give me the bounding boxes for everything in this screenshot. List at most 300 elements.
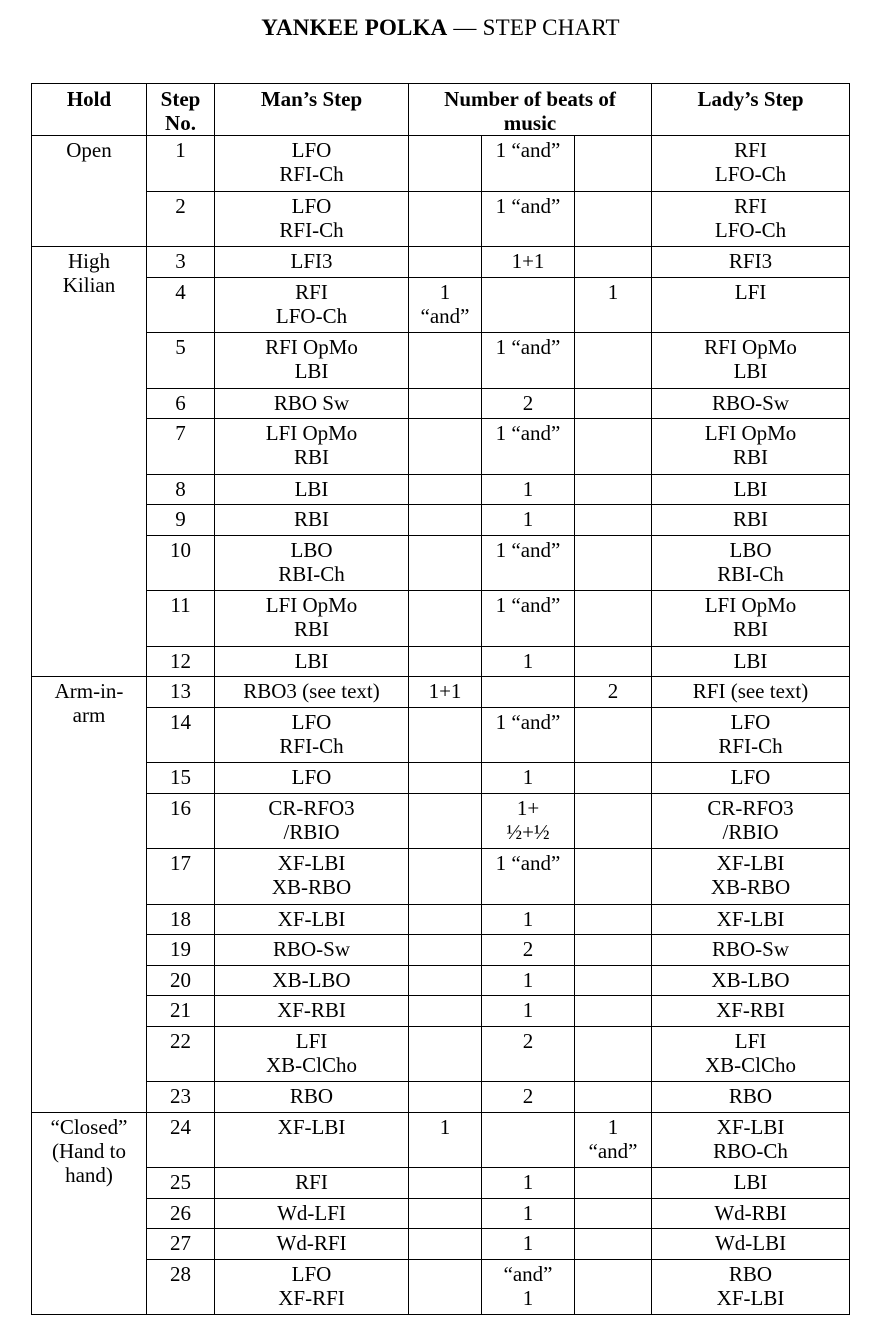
beats-man-only-cell xyxy=(409,1259,482,1315)
step-number: 16 xyxy=(170,795,191,820)
ladys-step-text: LBO xyxy=(729,537,772,562)
mans-step-text: RFI xyxy=(295,1170,328,1194)
step-number-cell xyxy=(147,1198,215,1229)
ladys-step-text: Wd-RBI xyxy=(714,1200,787,1225)
ladys-step-cell xyxy=(652,388,850,419)
ladys-step-cell xyxy=(652,1198,850,1229)
beats-lady-only-cell xyxy=(575,474,652,505)
mans-step-cell xyxy=(215,646,409,677)
ladys-step-text: LFO-Ch xyxy=(714,217,787,242)
mans-step-text: RFI xyxy=(295,279,328,304)
beats-text: 1 xyxy=(439,279,451,304)
table-row xyxy=(32,419,850,475)
hold-cell xyxy=(32,136,147,247)
beats-both-cell xyxy=(482,996,575,1027)
mans-step-text: RBI xyxy=(293,507,329,531)
beats-text: 1 “and” xyxy=(495,851,561,875)
ladys-step-text: XF-LBI xyxy=(716,1114,785,1139)
hold-label: High xyxy=(68,249,110,273)
beats-man-only-cell xyxy=(409,474,482,505)
step-number: 2 xyxy=(175,193,186,218)
step-number: 19 xyxy=(170,937,191,961)
step-number-cell xyxy=(147,677,215,708)
mans-step-text: LFO xyxy=(291,765,332,789)
beats-text: 2 xyxy=(607,679,619,703)
ladys-step-text: XB-LBO xyxy=(711,967,790,992)
hold-label: arm xyxy=(72,703,106,727)
beats-text: 1 xyxy=(522,1285,534,1310)
step-number: 5 xyxy=(175,335,186,359)
mans-step-text: /RBIO xyxy=(283,819,340,844)
ladys-step-cell xyxy=(652,1168,850,1199)
mans-step-cell xyxy=(215,419,409,475)
mans-step-cell xyxy=(215,677,409,708)
ladys-step-cell xyxy=(652,763,850,794)
beats-man-only-cell xyxy=(409,935,482,966)
mans-step-text: LBI xyxy=(294,648,329,673)
beats-text: 1 “and” xyxy=(495,193,561,218)
table-row xyxy=(32,1259,850,1315)
beats-man-only-cell xyxy=(409,849,482,905)
ladys-step-text: LFO-Ch xyxy=(714,162,787,186)
step-number-cell xyxy=(147,474,215,505)
ladys-step-text: LBI xyxy=(733,648,768,673)
beats-both-cell xyxy=(482,707,575,763)
table-row xyxy=(32,1026,850,1082)
step-number-cell xyxy=(147,904,215,935)
mans-step-cell xyxy=(215,1168,409,1199)
step-number-cell xyxy=(147,1259,215,1315)
beats-man-only-cell xyxy=(409,277,482,333)
mans-step-cell xyxy=(215,1112,409,1168)
ladys-step-text: RBI xyxy=(733,445,769,469)
mans-step-text: RFI-Ch xyxy=(279,217,344,242)
beats-text: 1 xyxy=(522,967,534,992)
mans-step-text: CR-RFO3 xyxy=(268,795,355,820)
step-number: 17 xyxy=(170,851,191,875)
step-number-cell xyxy=(147,419,215,475)
step-number: 28 xyxy=(170,1261,191,1286)
ladys-step-text: RBO-Sw xyxy=(712,390,790,415)
mans-step-cell xyxy=(215,1229,409,1260)
mans-step-text: XF-LBI xyxy=(277,906,346,931)
ladys-step-text: XF-LBI xyxy=(716,851,785,875)
beats-both-cell xyxy=(482,793,575,849)
step-number: 27 xyxy=(170,1231,191,1255)
ladys-step-cell xyxy=(652,591,850,647)
ladys-step-text: RBI xyxy=(733,507,769,531)
ladys-step-text: RFI (see text) xyxy=(692,679,809,703)
ladys-step-text: XF-LBI xyxy=(716,906,785,931)
mans-step-text: Wd-LFI xyxy=(277,1200,346,1225)
ladys-step-cell xyxy=(652,1082,850,1113)
table-row xyxy=(32,763,850,794)
beats-both-cell xyxy=(482,935,575,966)
step-number-cell xyxy=(147,707,215,763)
ladys-step-cell xyxy=(652,1229,850,1260)
header-mans-step: Man’s Step xyxy=(215,84,409,136)
step-number-cell xyxy=(147,333,215,389)
ladys-step-text: RBO xyxy=(728,1084,773,1108)
beats-both-cell xyxy=(482,505,575,536)
table-row xyxy=(32,904,850,935)
step-number-cell xyxy=(147,646,215,677)
step-number-cell xyxy=(147,1168,215,1199)
beats-lady-only-cell xyxy=(575,996,652,1027)
beats-both-cell xyxy=(482,191,575,247)
step-number-cell xyxy=(147,247,215,278)
beats-text: “and” xyxy=(420,303,470,328)
ladys-step-cell xyxy=(652,474,850,505)
step-number-cell xyxy=(147,1082,215,1113)
beats-man-only-cell xyxy=(409,793,482,849)
table-row xyxy=(32,247,850,278)
mans-step-text: RFI OpMo xyxy=(265,335,358,359)
step-number-cell xyxy=(147,191,215,247)
beats-man-only-cell xyxy=(409,646,482,677)
ladys-step-text: RBI xyxy=(733,617,769,641)
mans-step-text: RBO3 (see text) xyxy=(243,679,380,703)
beats-text: 1+1 xyxy=(428,679,462,703)
mans-step-cell xyxy=(215,247,409,278)
beats-text: 1 xyxy=(522,906,534,931)
beats-man-only-cell xyxy=(409,1229,482,1260)
beats-text: 2 xyxy=(522,1028,534,1053)
ladys-step-text: LFO xyxy=(730,765,771,789)
step-number: 22 xyxy=(170,1028,191,1053)
step-number-cell xyxy=(147,591,215,647)
ladys-step-cell xyxy=(652,277,850,333)
step-number: 18 xyxy=(170,906,191,931)
beats-both-cell xyxy=(482,474,575,505)
beats-text: 1 xyxy=(522,1200,534,1225)
beats-text: 1 “and” xyxy=(495,593,561,617)
mans-step-cell xyxy=(215,1259,409,1315)
beats-lady-only-cell xyxy=(575,1168,652,1199)
beats-both-cell xyxy=(482,1229,575,1260)
beats-man-only-cell xyxy=(409,1112,482,1168)
step-number-cell xyxy=(147,1229,215,1260)
ladys-step-cell xyxy=(652,793,850,849)
table-row xyxy=(32,136,850,192)
mans-step-cell xyxy=(215,535,409,591)
step-number: 26 xyxy=(170,1200,191,1225)
beats-lady-only-cell xyxy=(575,1259,652,1315)
mans-step-text: RFI-Ch xyxy=(279,162,344,186)
beats-lady-only-cell xyxy=(575,707,652,763)
ladys-step-text: RBI-Ch xyxy=(717,561,784,586)
hold-cell xyxy=(32,677,147,1113)
step-number-cell xyxy=(147,849,215,905)
hold-label: Arm-in- xyxy=(54,679,124,703)
table-row xyxy=(32,677,850,708)
mans-step-cell xyxy=(215,763,409,794)
ladys-step-text: XB-ClCho xyxy=(705,1052,797,1077)
mans-step-cell xyxy=(215,793,409,849)
table-row xyxy=(32,849,850,905)
beats-man-only-cell xyxy=(409,591,482,647)
ladys-step-text: RBO-Sw xyxy=(712,937,790,961)
mans-step-cell xyxy=(215,277,409,333)
ladys-step-text: CR-RFO3 xyxy=(707,795,794,820)
step-chart-table xyxy=(31,83,850,1315)
page-title xyxy=(0,14,881,42)
step-number: 1 xyxy=(175,138,186,162)
step-number: 11 xyxy=(170,593,191,617)
step-number: 13 xyxy=(170,679,191,703)
mans-step-text: RBI xyxy=(293,445,329,469)
mans-step-text: Wd-RFI xyxy=(276,1231,347,1255)
ladys-step-cell xyxy=(652,646,850,677)
beats-both-cell xyxy=(482,1259,575,1315)
beats-lady-only-cell xyxy=(575,191,652,247)
ladys-step-text: LFI OpMo xyxy=(704,421,797,445)
mans-step-text: LFI xyxy=(295,1028,328,1053)
table-row xyxy=(32,1229,850,1260)
beats-man-only-cell xyxy=(409,505,482,536)
step-number-cell xyxy=(147,1026,215,1082)
beats-lady-only-cell xyxy=(575,1026,652,1082)
beats-lady-only-cell xyxy=(575,277,652,333)
mans-step-cell xyxy=(215,191,409,247)
table-row xyxy=(32,935,850,966)
beats-text: 2 xyxy=(522,390,534,415)
ladys-step-text: LFI xyxy=(734,1028,767,1053)
hold-label: Open xyxy=(66,138,112,162)
beats-lady-only-cell xyxy=(575,1112,652,1168)
ladys-step-cell xyxy=(652,1026,850,1082)
table-row xyxy=(32,191,850,247)
ladys-step-text: XF-LBI xyxy=(716,1285,785,1310)
mans-step-text: LFO xyxy=(291,709,332,734)
beats-both-cell xyxy=(482,1112,575,1168)
beats-both-cell xyxy=(482,247,575,278)
mans-step-text: XB-RBO xyxy=(271,875,352,899)
beats-text: 1+ xyxy=(516,795,540,820)
ladys-step-text: RFI-Ch xyxy=(718,733,783,758)
hold-label: (Hand to xyxy=(51,1138,127,1163)
beats-lady-only-cell xyxy=(575,677,652,708)
mans-step-cell xyxy=(215,388,409,419)
step-number: 9 xyxy=(175,507,186,531)
table-row xyxy=(32,1112,850,1168)
ladys-step-text: LFO xyxy=(730,709,771,734)
header-row xyxy=(32,84,850,136)
step-number: 8 xyxy=(175,476,186,501)
ladys-step-text: RFI3 xyxy=(728,249,773,273)
beats-both-cell xyxy=(482,763,575,794)
beats-both-cell xyxy=(482,136,575,192)
beats-man-only-cell xyxy=(409,1082,482,1113)
beats-man-only-cell xyxy=(409,535,482,591)
beats-lady-only-cell xyxy=(575,965,652,996)
mans-step-cell xyxy=(215,849,409,905)
step-number-cell xyxy=(147,793,215,849)
mans-step-text: XF-RFI xyxy=(278,1285,345,1310)
beats-lady-only-cell xyxy=(575,1229,652,1260)
ladys-step-text: LFI OpMo xyxy=(704,593,797,617)
beats-lady-only-cell xyxy=(575,247,652,278)
table-row xyxy=(32,707,850,763)
beats-text: 1 xyxy=(522,765,534,789)
step-number: 6 xyxy=(175,390,186,415)
step-number-cell xyxy=(147,277,215,333)
beats-text: 1+1 xyxy=(511,249,545,273)
ladys-step-cell xyxy=(652,849,850,905)
beats-text: 1 xyxy=(522,1170,534,1194)
beats-man-only-cell xyxy=(409,136,482,192)
table-row xyxy=(32,535,850,591)
beats-text: 1 xyxy=(522,476,534,501)
beats-both-cell xyxy=(482,277,575,333)
ladys-step-cell xyxy=(652,419,850,475)
beats-lady-only-cell xyxy=(575,646,652,677)
mans-step-cell xyxy=(215,707,409,763)
beats-man-only-cell xyxy=(409,996,482,1027)
ladys-step-text: XB-RBO xyxy=(710,875,791,899)
beats-both-cell xyxy=(482,1082,575,1113)
beats-lady-only-cell xyxy=(575,1198,652,1229)
mans-step-cell xyxy=(215,1198,409,1229)
beats-text: 1 “and” xyxy=(495,138,561,162)
table-row xyxy=(32,965,850,996)
step-number-cell xyxy=(147,763,215,794)
mans-step-cell xyxy=(215,965,409,996)
table-row xyxy=(32,277,850,333)
mans-step-cell xyxy=(215,474,409,505)
beats-text: 1 “and” xyxy=(495,421,561,445)
mans-step-text: XB-ClCho xyxy=(265,1052,357,1077)
hold-cell xyxy=(32,247,147,677)
mans-step-text: LFI3 xyxy=(290,249,333,273)
ladys-step-cell xyxy=(652,136,850,192)
beats-text: 1 xyxy=(522,507,534,531)
mans-step-text: LFO xyxy=(291,138,332,162)
step-number: 10 xyxy=(170,537,191,562)
beats-lady-only-cell xyxy=(575,419,652,475)
beats-lady-only-cell xyxy=(575,535,652,591)
hold-label: hand) xyxy=(65,1162,113,1187)
step-number: 24 xyxy=(170,1114,191,1139)
beats-text: “and” xyxy=(588,1138,638,1163)
mans-step-cell xyxy=(215,136,409,192)
beats-both-cell xyxy=(482,388,575,419)
hold-label: Kilian xyxy=(62,273,116,297)
mans-step-text: LFO-Ch xyxy=(275,303,348,328)
header-beats: Number of beats of music xyxy=(409,84,652,136)
beats-lady-only-cell xyxy=(575,505,652,536)
ladys-step-cell xyxy=(652,247,850,278)
ladys-step-cell xyxy=(652,904,850,935)
ladys-step-cell xyxy=(652,535,850,591)
header-ladys-step: Lady’s Step xyxy=(652,84,850,136)
step-number: 15 xyxy=(170,765,191,789)
beats-text: 1 “and” xyxy=(495,709,561,734)
mans-step-cell xyxy=(215,1082,409,1113)
mans-step-text: LBO xyxy=(290,537,333,562)
beats-text: 2 xyxy=(522,937,534,961)
step-number-cell xyxy=(147,935,215,966)
step-number-cell xyxy=(147,965,215,996)
beats-text: 1 xyxy=(439,1114,451,1139)
mans-step-text: LFI OpMo xyxy=(265,421,358,445)
mans-step-cell xyxy=(215,904,409,935)
mans-step-text: RBO Sw xyxy=(273,390,350,415)
beats-lady-only-cell xyxy=(575,388,652,419)
mans-step-text: LFO xyxy=(291,1261,332,1286)
table-row xyxy=(32,1082,850,1113)
beats-text: 1 xyxy=(522,1231,534,1255)
beats-text: 1 xyxy=(522,648,534,673)
step-number-cell xyxy=(147,136,215,192)
beats-man-only-cell xyxy=(409,707,482,763)
mans-step-cell xyxy=(215,591,409,647)
ladys-step-text: RFI xyxy=(734,193,767,218)
beats-text: 1 xyxy=(607,279,619,304)
ladys-step-text: RBO-Ch xyxy=(713,1138,788,1163)
step-number: 20 xyxy=(170,967,191,992)
ladys-step-cell xyxy=(652,677,850,708)
beats-lady-only-cell xyxy=(575,849,652,905)
mans-step-text: XF-LBI xyxy=(277,851,346,875)
step-number: 23 xyxy=(170,1084,191,1108)
ladys-step-text: LBI xyxy=(733,1170,768,1194)
mans-step-cell xyxy=(215,1026,409,1082)
table-row xyxy=(32,591,850,647)
ladys-step-text: XF-RBI xyxy=(716,998,785,1022)
mans-step-text: LFI OpMo xyxy=(265,593,358,617)
table-row xyxy=(32,996,850,1027)
step-number: 25 xyxy=(170,1170,191,1194)
beats-both-cell xyxy=(482,1168,575,1199)
ladys-step-text: RFI OpMo xyxy=(704,335,797,359)
step-number-cell xyxy=(147,996,215,1027)
beats-man-only-cell xyxy=(409,904,482,935)
step-number: 12 xyxy=(170,648,191,673)
beats-text: 1 xyxy=(522,998,534,1022)
beats-lady-only-cell xyxy=(575,591,652,647)
beats-man-only-cell xyxy=(409,1168,482,1199)
mans-step-text: RBO-Sw xyxy=(272,937,351,961)
step-number: 4 xyxy=(175,279,186,304)
beats-text: 1 “and” xyxy=(495,335,561,359)
beats-lady-only-cell xyxy=(575,935,652,966)
ladys-step-text: LBI xyxy=(733,359,768,383)
step-number-cell xyxy=(147,388,215,419)
mans-step-text: XB-LBO xyxy=(272,967,351,992)
beats-both-cell xyxy=(482,646,575,677)
beats-man-only-cell xyxy=(409,1026,482,1082)
step-number-cell xyxy=(147,1112,215,1168)
ladys-step-cell xyxy=(652,996,850,1027)
ladys-step-cell xyxy=(652,707,850,763)
beats-both-cell xyxy=(482,419,575,475)
table-row xyxy=(32,793,850,849)
mans-step-text: XF-LBI xyxy=(277,1114,346,1139)
hold-label: “Closed” xyxy=(50,1114,128,1139)
table-row xyxy=(32,1198,850,1229)
mans-step-text: LFO xyxy=(291,193,332,218)
mans-step-cell xyxy=(215,935,409,966)
beats-text: ½+½ xyxy=(506,819,550,844)
mans-step-text: RBI xyxy=(293,617,329,641)
header-step-no: Step No. xyxy=(147,84,215,136)
step-number: 14 xyxy=(170,709,191,734)
beats-both-cell xyxy=(482,591,575,647)
step-number: 3 xyxy=(175,249,186,273)
mans-step-cell xyxy=(215,505,409,536)
beats-man-only-cell xyxy=(409,247,482,278)
